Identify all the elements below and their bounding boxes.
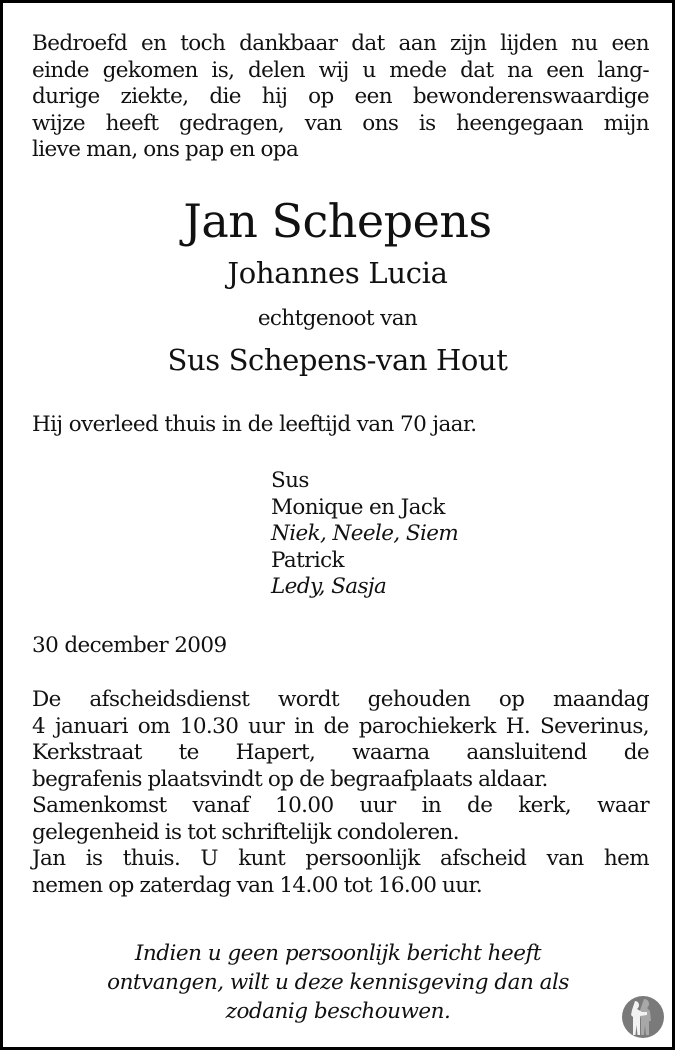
grandchildren: Niek, Neele, Siem [271,521,459,546]
embracing-figures-icon [619,991,667,1039]
intro-line: wijze heeft gedragen, van ons is heengegaan mijn [32,110,649,136]
intro-line: einde gekomen is, delen wij u mede dat na een lang- [32,57,649,83]
intro-paragraph [32,31,649,164]
service-line: gelegenheid is tot schriftelijk condoleren. [32,819,459,845]
intro-line: durige ziekte, die hij op een bewonderenswaardige [32,84,649,109]
family-member: Sus [271,468,309,493]
spouse-name: Sus Schepens-van Hout [167,343,508,377]
service-line: De afscheidsdienst wordt gehouden op maandag [32,687,649,712]
service-line: 4 januari om 10.30 uur in de parochiekerk H. Severinus, [32,713,649,739]
notice-date: 30 december 2009 [32,633,227,658]
closing-statement [83,939,593,1026]
age-statement: Hij overleed thuis in de leeftijd van 70 jaar. [32,412,477,437]
service-line: Jan is thuis. U kunt persoonlijk afscheid van hem [32,846,649,871]
service-line: Samenkomst vanaf 10.00 uur in de kerk, waar [32,793,649,818]
service-line: nemen op zaterdag van 14.00 tot 16.00 uur. [32,872,483,898]
service-line: begrafenis plaatsvindt op de begraafplaats aldaar. [32,766,548,792]
service-line: Kerkstraat te Hapert, waarna aansluitend de [32,740,649,765]
relation-label: echtgenoot van [257,306,418,331]
deceased-name: Jan Schepens [183,194,492,248]
closing-line: ontvangen, wilt u deze kennisgeving dan als [107,970,569,995]
family-list [271,468,458,601]
intro-line: lieve man, ons pap en opa [32,137,299,162]
service-paragraph [32,687,649,899]
family-member: Patrick [271,547,344,573]
closing-line: Indien u geen persoonlijk bericht heeft [134,941,542,966]
grandchildren: Ledy, Sasja [271,574,387,599]
closing-line: zodanig beschouwen. [225,999,451,1024]
given-names: Johannes Lucia [227,256,448,290]
intro-line: Bedroefd en toch dankbaar dat aan zijn lijden nu een [32,31,649,56]
family-member: Monique en Jack [271,494,445,520]
